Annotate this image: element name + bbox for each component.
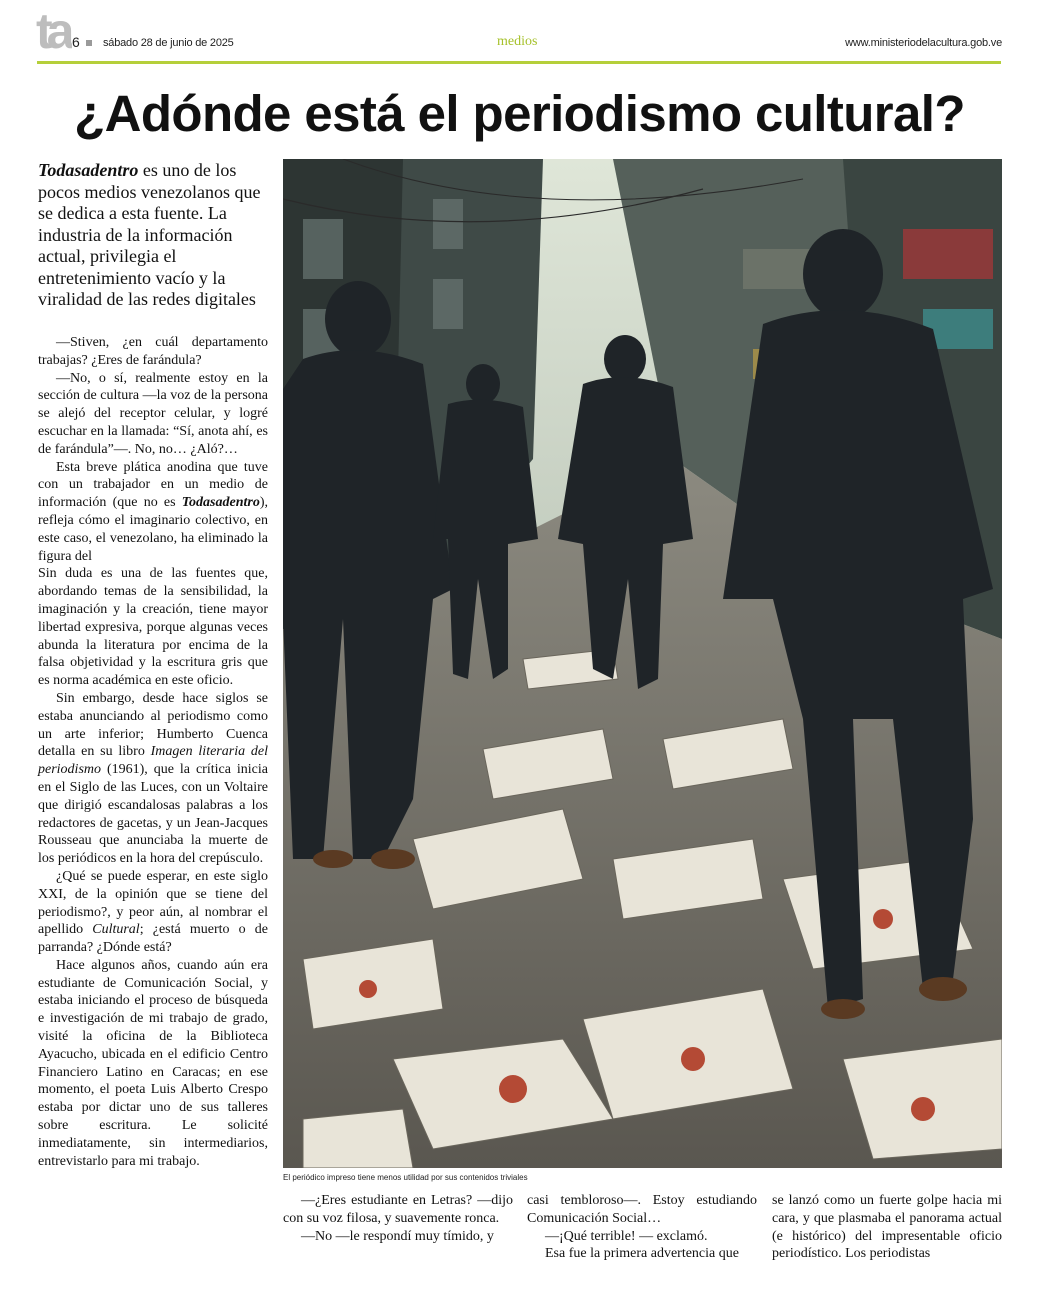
article-column-1	[38, 334, 268, 1170]
section-name: medios	[497, 34, 538, 49]
photo-caption: El periódico impreso tiene menos utilidad por sus contenidos triviales	[283, 1173, 528, 1182]
paragraph: Hace algunos años, cuando aún era estudiante de Comunicación Social, y estaba iniciando el proceso de búsqueda e investigación de mi trabajo de grado, visité la oficina de la Biblioteca Ayacucho, ubicada en el edificio Centro Financiero Latino en Caracas; en ese momento, el poeta Luis Alberto Crespo estaba por dictar uno de sus talleres sobre escritura. Le solicité inmediatamente, sin intermediarios, entrevistarlo para mi trabajo.	[38, 957, 268, 1169]
paragraph: —No —le respondí muy tímido, y	[301, 1228, 494, 1244]
paragraph: —Stiven, ¿en cuál departamento trabajas? ¿Eres de farándula?	[38, 335, 268, 368]
paragraph: Esa fue la primera advertencia que	[545, 1246, 739, 1262]
paragraph: —¿Eres estudiante en Letras? —dijo con su voz filosa, y suavemente ronca.	[283, 1193, 513, 1226]
paragraph: —No, o sí, realmente estoy en la sección de cultura —la voz de la persona se alejó del receptor celular, y logré escuchar en la llamada: “Sí, anota ahí, es de farándula”—. No, no… ¿Aló?…	[38, 370, 268, 457]
paragraph: Sin embargo, desde hace siglos se estaba anunciando al periodismo como un arte inferior; Humberto Cuenca detalla en su libro Imagen literaria del periodismo (1961), que la crítica inicia en el Siglo de las Luces, con un Voltaire que dirigió escandalosas palabras a los redactores de gacetas, y un Jean-Jacques Rousseau que anunciaba la muerte de los periódicos en la hora del crepúsculo.	[38, 690, 268, 867]
article-column-3	[527, 1192, 757, 1263]
article-lead	[38, 160, 268, 311]
page-number-square-icon	[86, 40, 92, 46]
paragraph: Sin duda es una de las fuentes que, abordando temas de la sensibilidad, la imaginación y la creación, tiene mayor libertad expresiva, porque algunas veces abunda la literatura por encima de la falsa objetividad y la escritura gris que es norma académica en este oficio.	[38, 566, 268, 689]
paragraph: —¡Qué terrible! — exclamó.	[545, 1228, 708, 1244]
lead-publication-name: Todasadentro	[38, 160, 139, 180]
paragraph: ¿Qué se puede esperar, en este siglo XXI, de la opinión que se tiene del periodismo?, y peor aún, al nombrar el apellido Cultural; ¿está muerto o de parranda? ¿Dónde está?	[38, 868, 268, 956]
article-headline: ¿Adónde está el periodismo cultural?	[74, 85, 965, 142]
article-column-2	[283, 1192, 513, 1245]
todasadentro-logo	[36, 4, 72, 50]
lead-text: es uno de los pocos medios venezolanos que se dedica a esta fuente. La industria de la información actual, privilegia el entretenimiento vacío y la viralidad de las redes digitales	[38, 160, 261, 309]
publication-name: Todasadentro	[181, 495, 260, 511]
paragraph: Esta breve plática anodina que tuve con un trabajador en un medio de información (que no es Todasadentro), refleja cómo el imaginario colectivo, en este caso, el venezolano, ha eliminado la figura del	[38, 459, 268, 564]
street-newspapers-illustration	[283, 159, 1002, 1168]
header-divider	[37, 61, 1001, 64]
article-column-4	[772, 1192, 1002, 1263]
emphasized-word: Cultural	[92, 922, 140, 938]
page-number: 6	[72, 34, 80, 50]
paragraph: casi tembloroso—. Estoy estudiando Comunicación Social…	[527, 1193, 757, 1226]
website-url[interactable]: www.ministeriodelacultura.gob.ve	[845, 37, 1002, 49]
logo-text: ta	[36, 4, 69, 50]
book-title: Imagen literaria del periodismo	[38, 744, 268, 778]
issue-date: sábado 28 de junio de 2025	[103, 37, 234, 49]
paragraph: se lanzó como un fuerte golpe hacia mi cara, y que plasmaba el panorama actual (e histórico) del impresentable oficio periodístico. Los periodistas	[772, 1193, 1002, 1262]
article-photo	[283, 159, 1002, 1168]
